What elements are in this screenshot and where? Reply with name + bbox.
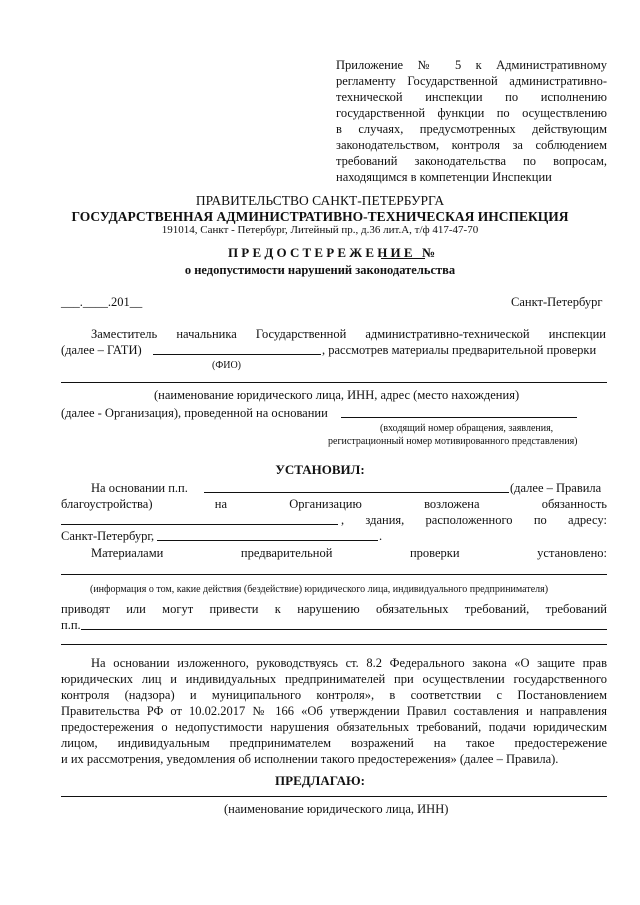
legal-line: контроля (надзора) и муниципального контроля», в соответствии с Постановлением	[61, 688, 607, 702]
basis-hint: (входящий номер обращения, заявления,	[380, 423, 554, 434]
inspection-name: ГОСУДАРСТВЕННАЯ АДМИНИСТРАТИВНО-ТЕХНИЧЕСКАЯ ИНСПЕКЦИЯ	[71, 209, 569, 224]
date-field: ___.____.201__	[61, 295, 143, 309]
clauses-blank-2	[61, 644, 607, 645]
appendix-line: находящимся в компетенции Инспекции	[336, 170, 552, 184]
legal-line: юридических лиц и индивидуальных предпринимателей при осуществлении государственного	[61, 672, 607, 686]
legal-line: лицом, индивидуальным предпринимателем возражений на такое предостережение	[61, 736, 607, 750]
organization-blank	[61, 382, 607, 383]
propose-organization-blank	[61, 796, 607, 797]
intro-line-materials: , рассмотрев материалы предварительной проверки	[322, 343, 597, 357]
inspection-address: 191014, Санкт - Петербург, Литейный пр., д.36 лит.А, т/ф 417-47-70	[161, 224, 479, 236]
city-name: Санкт-Петербург	[511, 295, 603, 309]
fio-hint: (ФИО)	[212, 360, 242, 371]
appendix-line: государственной функции по осуществлению	[336, 106, 607, 120]
established-line: На основании п.п.	[91, 481, 188, 495]
document-title: ПРЕДОСТЕРЕЖЕНИЕ №	[228, 245, 439, 260]
actions-blank	[61, 574, 607, 575]
organization-hint: (наименование юридического лица, ИНН, адрес (место нахождения)	[154, 388, 520, 402]
fio-blank	[153, 354, 321, 355]
established-line: , здания, расположенного по адресу:	[341, 513, 607, 527]
established-line: благоустройства) на Организацию возложена обязанность	[61, 497, 607, 511]
legal-line: предостережения о недопустимости нарушения обязательных требований, подачи юридическим	[61, 720, 607, 734]
government-name: ПРАВИТЕЛЬСТВО САНКТ-ПЕТЕРБУРГА	[195, 193, 445, 208]
appendix-line: требований законодательства по вопросам,	[336, 154, 607, 168]
object-blank	[61, 524, 338, 525]
organization-basis-line: (далее - Организация), проведенной на основании	[61, 406, 328, 420]
legal-line: и их рассмотрения, уведомления об исполнении такого предостережения» (далее – Правила).	[61, 752, 559, 766]
rules-clause-blank	[204, 492, 509, 493]
legal-line: На основании изложенного, руководствуясь ст. 8.2 Федерального закона «О защите прав	[91, 656, 607, 670]
address-blank	[157, 540, 378, 541]
established-line: Материалами предварительной проверки установлено:	[91, 546, 607, 560]
established-line: (далее – Правила	[510, 481, 602, 495]
established-line-end: .	[379, 529, 383, 543]
appendix-line: регламенту Государственной административно-	[336, 74, 607, 88]
clauses-blank	[81, 629, 607, 630]
established-heading: УСТАНОВИЛ:	[275, 462, 365, 477]
established-line: п.п.	[61, 618, 81, 632]
actions-hint: (информация о том, какие действия (бездействие) юридического лица, индивидуального предпринимателя)	[90, 584, 549, 595]
appendix-line: в случаях, предусмотренных действующим	[336, 122, 607, 136]
intro-line-gati: (далее – ГАТИ)	[61, 343, 142, 357]
intro-line: Заместитель начальника Государственной административно-технической инспекции	[91, 327, 606, 341]
established-line: приводят или могут привести к нарушению обязательных требований, требований	[61, 602, 607, 616]
propose-hint: (наименование юридического лица, ИНН)	[224, 802, 449, 816]
basis-hint: регистрационный номер мотивированного представления)	[328, 436, 578, 447]
established-line: Санкт-Петербург,	[61, 529, 155, 543]
appendix-line: законодательством, контроля за соблюдением	[336, 138, 607, 152]
document-subtitle: о недопустимости нарушений законодательства	[184, 263, 456, 277]
basis-blank	[341, 417, 577, 418]
propose-heading: ПРЕДЛАГАЮ:	[275, 773, 365, 788]
appendix-line: технической инспекции по исполнению	[336, 90, 607, 104]
legal-line: Правительства РФ от 10.02.2017 № 166 «Об утверждении Правил составления и направления	[61, 704, 607, 718]
appendix-line: Приложение № 5 к Административному	[336, 58, 607, 72]
document-number-blank	[381, 258, 425, 259]
